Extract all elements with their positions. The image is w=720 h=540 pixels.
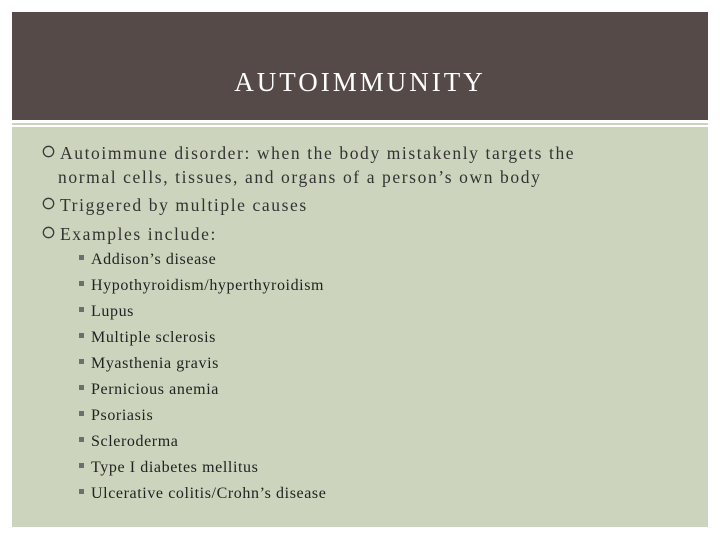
example-item: [79, 353, 219, 375]
bullet-item: [42, 222, 682, 246]
example-text: Hypothyroidism/hyperthyroidism: [91, 277, 325, 294]
square-bullet-icon: [79, 463, 84, 468]
bullet-item: [42, 193, 682, 217]
square-bullet-icon: [79, 281, 84, 286]
square-bullet-icon: [79, 333, 84, 338]
bullet-text: Examples include:: [60, 224, 217, 244]
example-item: [79, 327, 216, 349]
example-text: Pernicious anemia: [91, 381, 219, 398]
example-item: [79, 379, 219, 401]
square-bullet-icon: [79, 411, 84, 416]
example-text: Ulcerative colitis/Crohn’s disease: [91, 485, 327, 502]
example-text: Scleroderma: [91, 433, 179, 450]
example-item: [79, 457, 258, 479]
content-panel: [12, 127, 708, 527]
slide-title: AUTOIMMUNITY: [234, 67, 486, 97]
bullet-item: [42, 141, 682, 189]
example-item: [79, 405, 153, 427]
bullet-text-continued: normal cells, tissues, and organs of a person’s own body: [58, 167, 542, 187]
title-banner: [12, 12, 708, 120]
example-text: Lupus: [91, 303, 134, 320]
square-bullet-icon: [79, 359, 84, 364]
square-bullet-icon: [79, 307, 84, 312]
example-item: [79, 301, 134, 323]
example-item: [79, 275, 324, 297]
circle-bullet-icon: [42, 145, 55, 158]
divider: [12, 123, 708, 125]
example-text: Addison’s disease: [91, 251, 217, 268]
square-bullet-icon: [79, 437, 84, 442]
example-item: [79, 249, 216, 271]
square-bullet-icon: [79, 385, 84, 390]
circle-bullet-icon: [42, 197, 55, 210]
example-item: [79, 431, 178, 453]
example-text: Multiple sclerosis: [91, 329, 217, 346]
circle-bullet-icon: [42, 226, 55, 239]
bullet-text: Autoimmune disorder: when the body mistakenly targets the: [60, 143, 576, 163]
example-text: Myasthenia gravis: [91, 355, 219, 372]
example-text: Psoriasis: [91, 407, 154, 424]
example-text: Type I diabetes mellitus: [91, 459, 259, 476]
square-bullet-icon: [79, 255, 84, 260]
bullet-text: Triggered by multiple causes: [60, 195, 308, 215]
square-bullet-icon: [79, 489, 84, 494]
example-item: [79, 483, 326, 505]
